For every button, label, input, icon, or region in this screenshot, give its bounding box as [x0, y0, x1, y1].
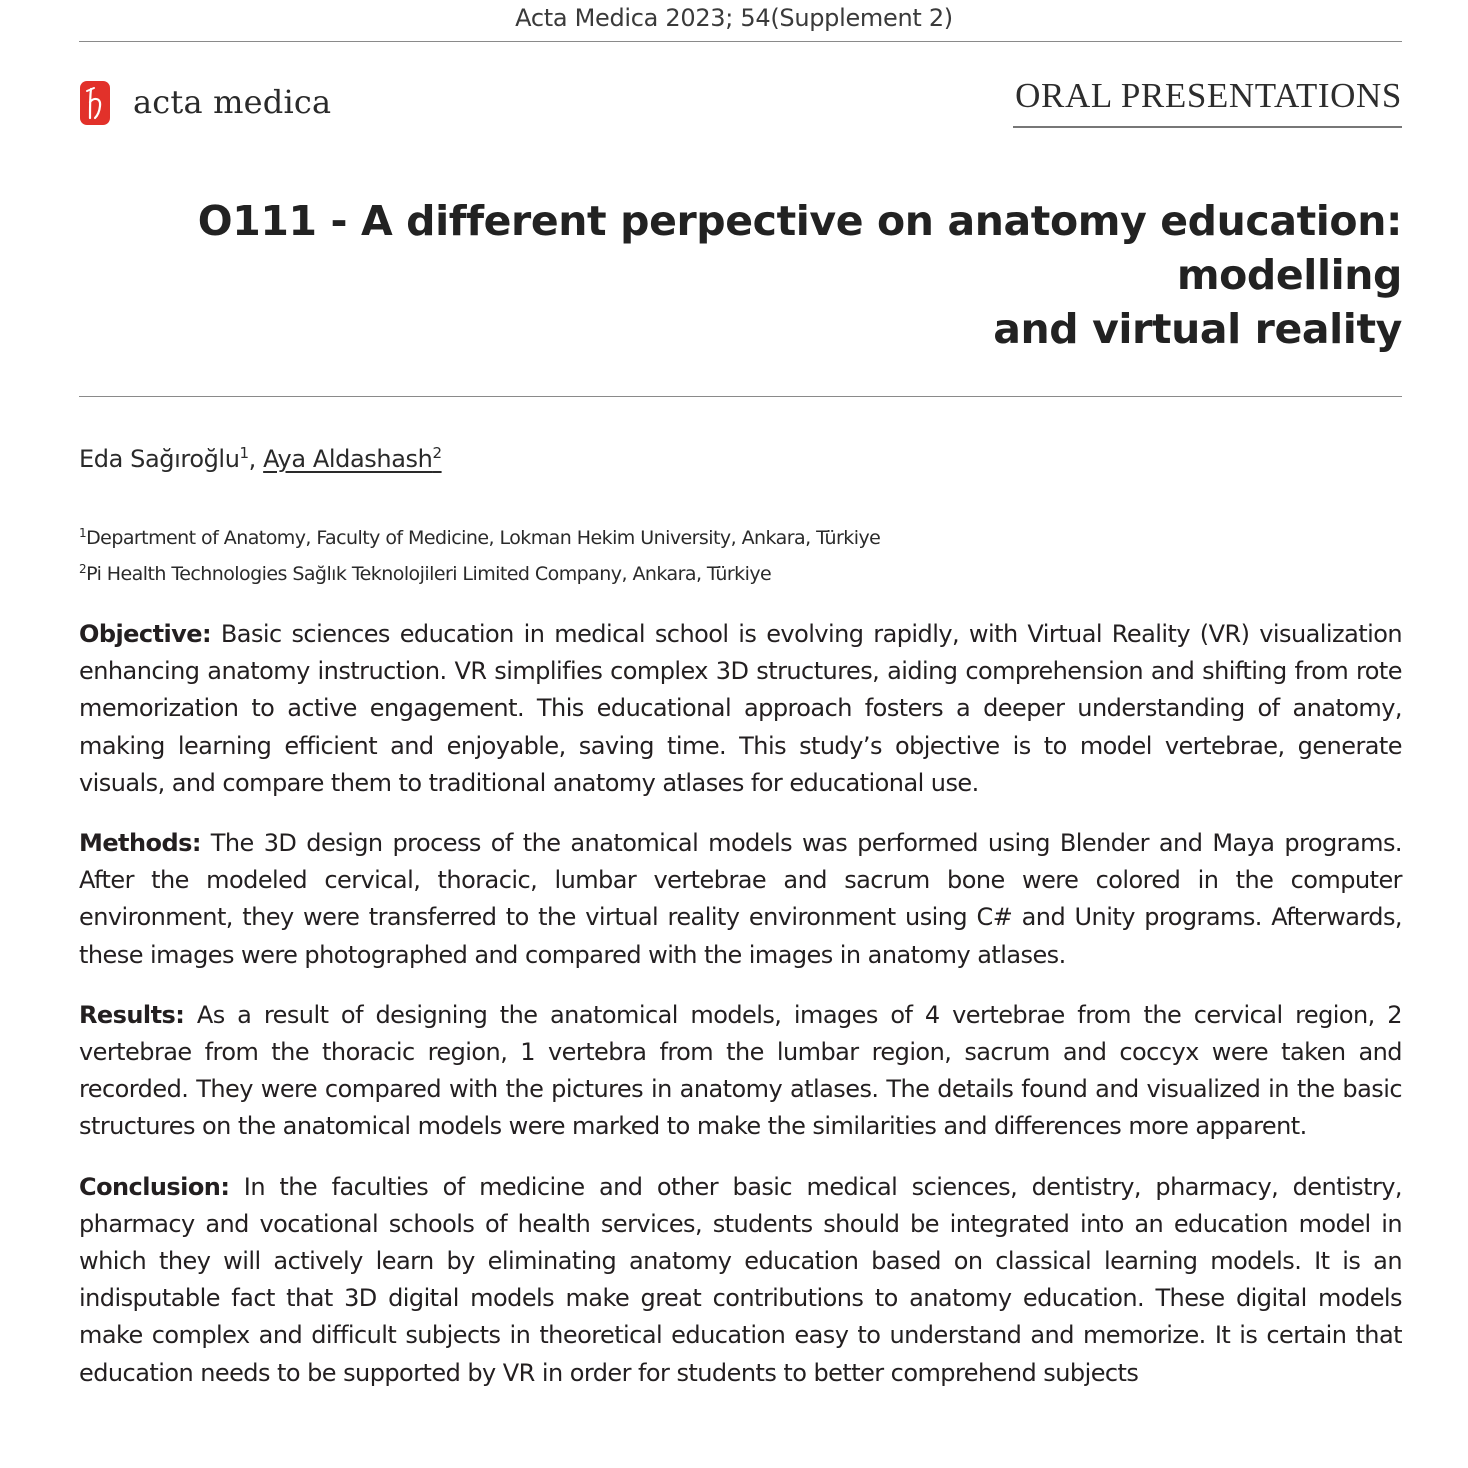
affiliation-text: Department of Anatomy, Faculty of Medicine, Lokman Hekim University, Ankara, Türkiye [86, 527, 881, 549]
affiliation-mark: 2 [79, 562, 87, 576]
section-label: ORAL PRESENTATIONS [1015, 76, 1402, 115]
author-affiliation-mark: 1 [239, 444, 249, 462]
section-label-underline [1013, 126, 1402, 128]
affiliation-list [79, 518, 880, 590]
section-heading: Conclusion: [79, 1172, 230, 1201]
affiliation-item [79, 554, 880, 590]
article-title [102, 194, 1402, 356]
abstract-objective [79, 616, 1402, 802]
affiliation-item [79, 518, 880, 554]
abstract-methods [79, 825, 1402, 974]
affiliation-mark: 1 [79, 526, 87, 540]
author-list [79, 444, 442, 473]
journal-logo [79, 80, 331, 126]
section-text: The 3D design process of the anatomical models was performed using Blender and Maya programs. After the modeled cervical, thoracic, lumbar vertebrae and sacrum bone were colored in the computer environment, they were transferred to the virtual reality environment using C# and Unity programs. Afterwards, these images were photographed and compared with the images in anatomy atlases. [79, 829, 1402, 969]
author-affiliation-mark: 2 [432, 444, 442, 462]
section-heading: Results: [79, 1000, 185, 1029]
section-heading: Objective: [79, 620, 212, 648]
section-text: Basic sciences education in medical school is evolving rapidly, with Virtual Reality (VR) visualization enhancing anatomy instruction. VR simplifies complex 3D structures, aiding comprehension and shifting from rote memorization to active engagement. This educational approach fosters a deeper understanding of anatomy, making learning efficient and enjoyable, saving time. This study’s objective is to model vertebrae, generate visuals, and compare them to traditional anatomy atlases for educational use. [79, 620, 1402, 797]
abstract-results [79, 997, 1402, 1146]
journal-name: acta medica [133, 83, 332, 121]
section-heading: Methods: [79, 829, 201, 858]
abstract-conclusion [79, 1169, 1402, 1392]
header-rule [79, 41, 1402, 42]
acta-medica-logo-icon [79, 80, 111, 126]
affiliation-text: Pi Health Technologies Sağlık Teknolojileri Limited Company, Ankara, Türkiye [86, 563, 772, 585]
running-head: Acta Medica 2023; 54(Supplement 2) [515, 4, 953, 32]
abstract-body [79, 616, 1402, 1415]
section-text: As a result of designing the anatomical models, images of 4 vertebrae from the cervical region, 2 vertebrae from the thoracic region, 1 vertebra from the lumbar region, sacrum and coccyx were taken and recorded. They were compared with the pictures in anatomy atlases. The details found and visualized in the basic structures on the anatomical models were marked to make the similarities and differences more apparent. [79, 1000, 1402, 1141]
author-separator: , [248, 445, 264, 473]
author-link[interactable] [263, 445, 441, 473]
section-text: In the faculties of medicine and other basic medical sciences, dentistry, pharmacy, dentistry, pharmacy and vocational schools of health services, students should be integrated into an education model in which they will actively learn by eliminating anatomy education based on classical learning models. It is an indisputable fact that 3D digital models make great contributions to anatomy education. These digital models make complex and difficult subjects in theoretical education easy to understand and memorize. It is certain that education needs to be supported by VR in order for students to better comprehend subjects [79, 1172, 1402, 1387]
author-name: Eda Sağıroğlu [79, 445, 240, 473]
article-title-line: and virtual reality [993, 305, 1402, 353]
article-title-line: O111 - A different perpective on anatomy education: modelling [197, 197, 1402, 299]
author-name: Aya Aldashash [263, 445, 433, 473]
title-rule [79, 396, 1402, 397]
